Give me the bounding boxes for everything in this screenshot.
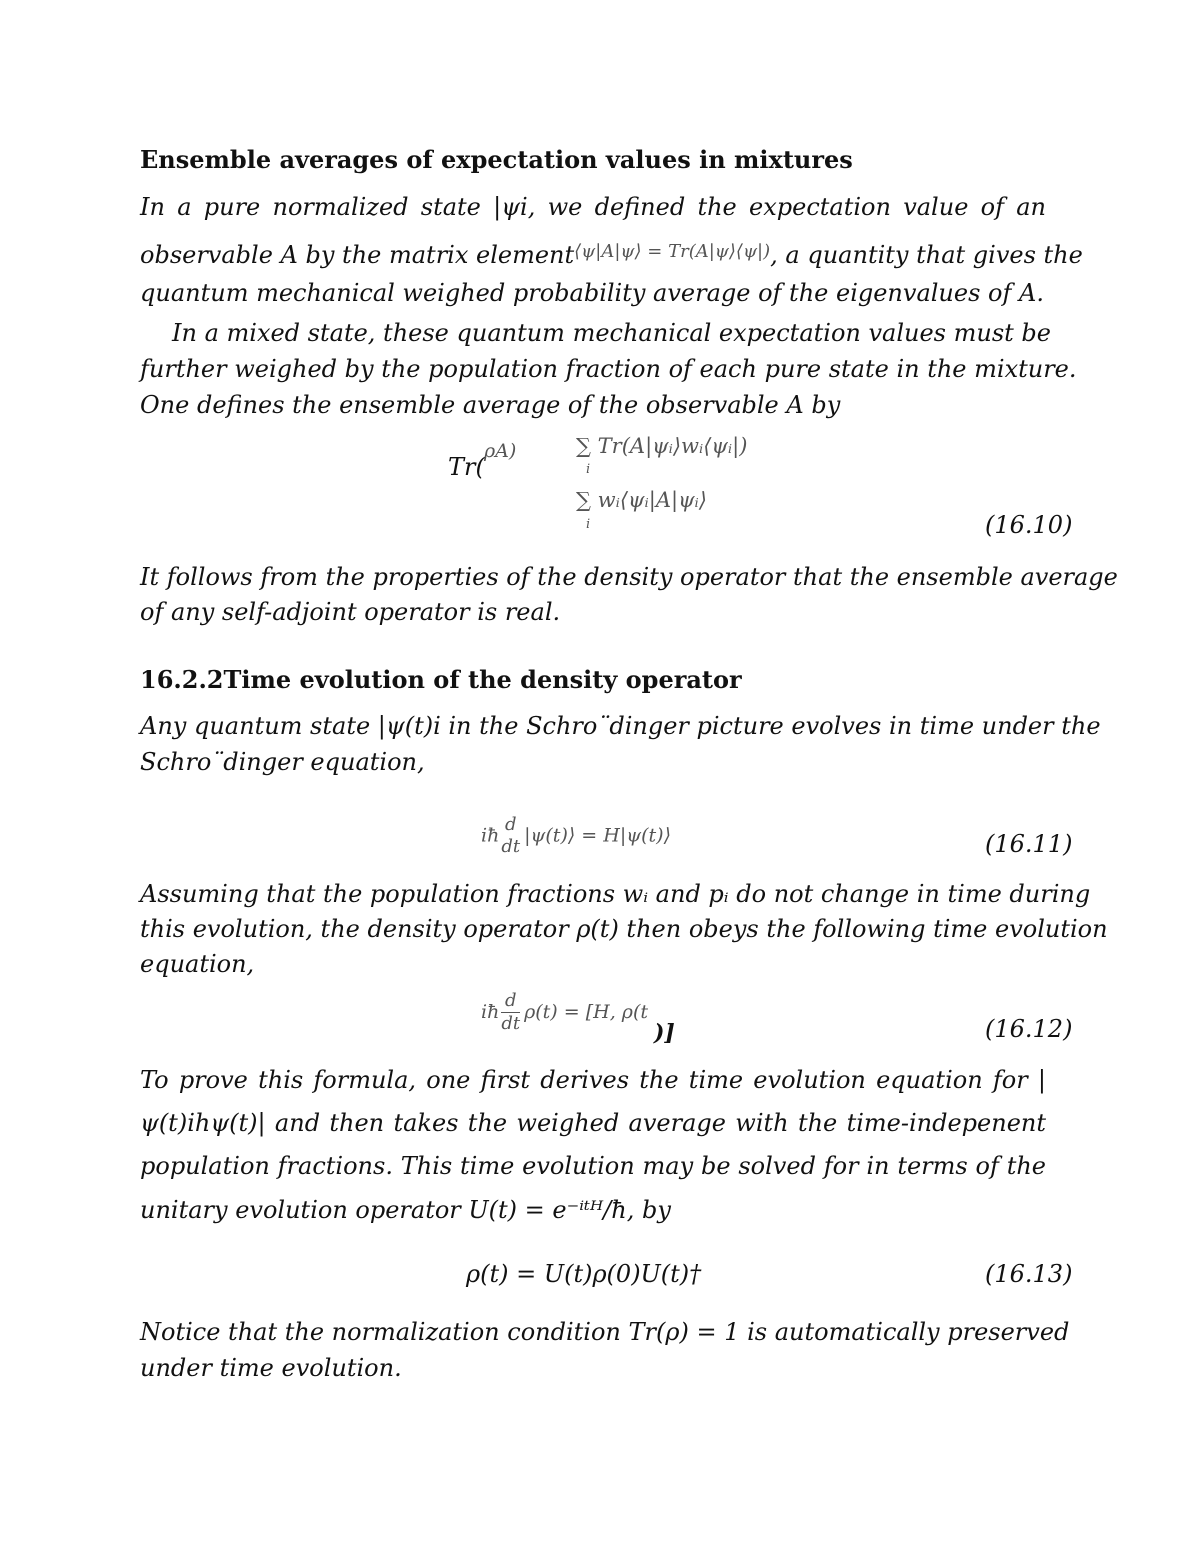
paragraph-line: To prove this formula, one first derives the time evolution equation for | — [140, 1066, 1046, 1094]
paragraph-line: It follows from the properties of the density operator that the ensemble average — [140, 563, 1118, 591]
paragraph-text: , a quantity that gives the — [770, 241, 1083, 269]
equation-16-10-lhs: Tr( — [448, 453, 485, 481]
equation-16-11 — [481, 814, 671, 857]
paragraph-line: equation, — [140, 950, 255, 978]
section-heading-ensemble: Ensemble averages of expectation values in mixtures — [140, 145, 853, 174]
equation-16-12 — [481, 990, 648, 1034]
equation-16-10-sum-2: ∑ wᵢ⟨ψᵢ|A|ψᵢ⟩ — [576, 488, 707, 512]
paragraph-line: Schro¨dinger equation, — [140, 748, 425, 776]
paragraph-line: ψ(t)ihψ(t)| and then takes the weighed average with the time-indepenent — [140, 1109, 1046, 1137]
fraction-numerator: d — [504, 814, 517, 835]
derivative-fraction — [501, 814, 520, 857]
equation-number-16-13: (16.13) — [985, 1260, 1073, 1288]
equation-number-16-10: (16.10) — [985, 511, 1073, 539]
paragraph-line: Notice that the normalization condition Tr(ρ) = 1 is automatically preserved — [140, 1318, 1070, 1346]
paragraph-line: further weighed by the population fraction of each pure state in the mixture. — [140, 355, 1077, 383]
paragraph-line-with-formula — [140, 241, 1083, 269]
equation-number-16-11: (16.11) — [985, 830, 1073, 858]
paragraph-line: unitary evolution operator U(t) = e⁻ⁱᵗᴴ/ħ, by — [140, 1196, 671, 1224]
equation-16-10-lhs-sup: ρA) — [484, 440, 517, 462]
equation-prefix: iħ — [481, 1001, 500, 1024]
equation-body: |ψ(t)⟩ = H|ψ(t)⟩ — [524, 824, 672, 847]
sum-index: i — [586, 462, 591, 477]
paragraph-line: In a mixed state, these quantum mechanical expectation values must be — [172, 319, 1051, 347]
equation-16-13: ρ(t) = U(t)ρ(0)U(t)† — [466, 1260, 702, 1288]
paragraph-line: this evolution, the density operator ρ(t) then obeys the following time evolution — [140, 915, 1108, 943]
fraction-numerator: d — [501, 990, 520, 1013]
paragraph-line: under time evolution. — [140, 1354, 402, 1382]
equation-number-16-12: (16.12) — [985, 1015, 1073, 1043]
paragraph-line: Any quantum state |ψ(t)i in the Schro¨dinger picture evolves in time under the — [140, 712, 1101, 740]
fraction-denominator: dt — [501, 835, 521, 857]
equation-16-10-sum-1: ∑ Tr(A|ψᵢ⟩wᵢ⟨ψᵢ|) — [576, 434, 748, 458]
derivative-fraction — [501, 990, 520, 1034]
paragraph-line: Assuming that the population fractions wᵢ and pᵢ do not change in time during — [140, 880, 1091, 908]
equation-prefix: iħ — [481, 824, 500, 847]
section-heading-time-evolution: 16.2.2Time evolution of the density operator — [140, 665, 742, 694]
paragraph-line: One defines the ensemble average of the observable A by — [140, 391, 841, 419]
paragraph-line: quantum mechanical weighed probability average of the eigenvalues of A. — [140, 279, 1044, 307]
paragraph-line: population fractions. This time evolution may be solved for in terms of the — [140, 1152, 1046, 1180]
inline-formula: ⟨ψ|A|ψ⟩ = Tr(A|ψ⟩⟨ψ|) — [574, 241, 771, 262]
paragraph-text: observable A by the matrix element — [140, 241, 575, 269]
equation-16-12-tail: )] — [654, 1020, 675, 1046]
paragraph-line: of any self-adjoint operator is real. — [140, 598, 561, 626]
fraction-denominator: dt — [501, 1012, 521, 1034]
equation-body: ρ(t) = [H, ρ(t — [524, 1001, 649, 1024]
sum-index: i — [586, 517, 591, 532]
paragraph-line: In a pure normalized state |ψi, we defined the expectation value of an — [140, 193, 1046, 221]
